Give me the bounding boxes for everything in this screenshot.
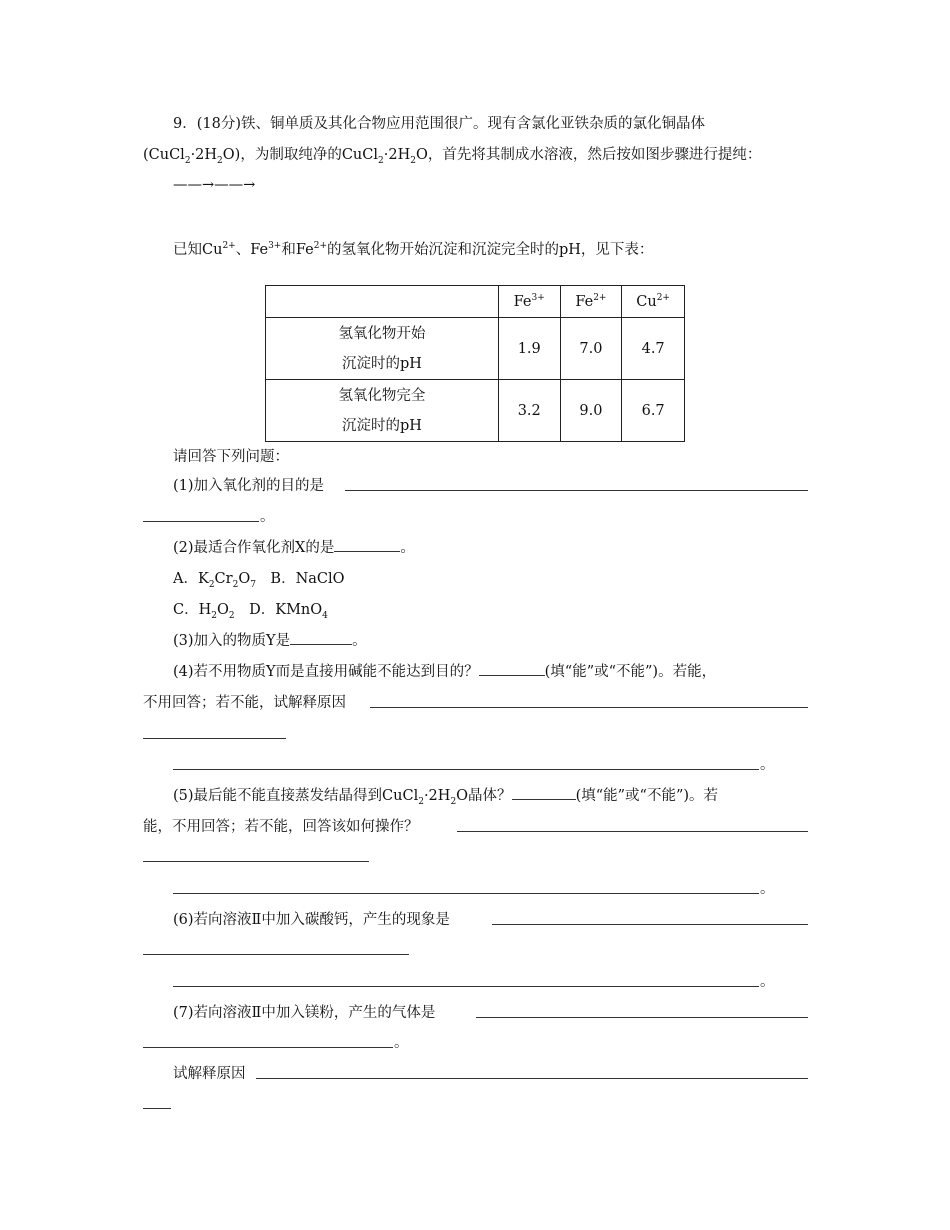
answer-blank-7a[interactable] [476,1017,808,1018]
question-7-reason: 试解释原因 [173,1066,246,1082]
table-cell: 1.9 [498,318,560,380]
question-1-end: 。 [260,509,275,525]
answer-blank-6b[interactable] [143,954,409,955]
table-header-cu2: $Cu^{2+}$ [622,286,685,318]
question-9-intro-line1: 9．(18分)铁、铜单质及其化合物应用范围很广。现有含氯化亚铁杂质的氯化铜晶体 [173,116,705,132]
table-cell: 4.7 [622,318,685,380]
answer-blank-4a[interactable] [479,662,545,676]
question-6-end: 。 [760,974,775,990]
answer-blank-7d[interactable] [143,1108,171,1109]
answer-blank-2[interactable] [334,538,400,552]
question-6: (6)若向溶液Ⅱ中加入碳酸钙，产生的现象是 [173,912,450,928]
answer-blank-4d[interactable] [173,769,759,770]
table-header-row [266,286,685,318]
question-5-line1: (5)最后能不能直接蒸发结晶得到$CuCl_2\cdot 2H_2O$晶体？ (填“能”或“不能”)。若 [173,788,719,807]
question-2: (2)最适合作氧化剂X的是 。 [173,540,415,556]
table-cell: 6.7 [622,380,685,442]
answer-blank-1b[interactable] [143,521,259,522]
answer-blank-7c[interactable] [256,1078,808,1079]
option-a-b: A．$K_2Cr_2O_7$ B．NaClO [173,571,345,590]
questions-prompt: 请回答下列问题： [173,449,289,465]
table-cell: 9.0 [560,380,622,442]
question-4-end: 。 [760,757,775,773]
answer-blank-4c[interactable] [143,738,286,739]
table-row-label: 氢氧化物开始 沉淀时的pH [266,318,499,380]
question-9-intro-line2: $(CuCl_2\cdot 2H_2O)$，为制取纯净的$CuCl_2\cdot 2H_2O$，首先将其制成水溶液，然后按如图步骤进行提纯： [143,147,762,166]
table-header-fe2: $Fe^{2+}$ [560,286,622,318]
answer-blank-5c[interactable] [143,861,369,862]
table-cell: 7.0 [560,318,622,380]
question-5-end: 。 [760,881,775,897]
table-row [266,318,685,380]
table-corner-cell [266,286,499,318]
process-arrows: ——→——→ [173,177,256,193]
question-7: (7)若向溶液Ⅱ中加入镁粉，产生的气体是 [173,1005,436,1021]
answer-blank-7b[interactable] [143,1047,393,1048]
question-1: (1)加入氧化剂的目的是 [173,478,325,494]
question-4-line2: 不用回答；若不能，试解释原因 [143,695,346,711]
answer-blank-4b[interactable] [370,707,808,708]
answer-blank-3[interactable] [290,631,352,645]
known-data-sentence: 已知$Cu^{2+}$、$Fe^{3+}$和$Fe^{2+}$的氢氧化物开始沉淀和沉淀完全时的pH，见下表： [173,241,654,258]
question-4-line1: (4)若不用物质Y而是直接用碱能不能达到目的？ (填“能”或“不能”)。若能， [173,664,717,680]
answer-blank-1a[interactable] [345,490,808,491]
answer-blank-5b[interactable] [457,831,808,832]
answer-blank-6a[interactable] [492,924,808,925]
table-row [266,380,685,442]
table-row-label: 氢氧化物完全 沉淀时的pH [266,380,499,442]
question-3: (3)加入的物质Y是 。 [173,633,367,649]
question-7-end: 。 [394,1035,409,1051]
answer-blank-6c[interactable] [173,986,759,987]
ph-table [265,285,685,442]
table-header-fe3: $Fe^{3+}$ [498,286,560,318]
option-c-d: C．$H_2O_2$ D．KMnO$_4$ [173,602,328,621]
answer-blank-5d[interactable] [173,893,759,894]
question-5-line2: 能，不用回答；若不能，回答该如何操作？ [143,819,419,835]
table-cell: 3.2 [498,380,560,442]
answer-blank-5a[interactable] [512,786,576,800]
